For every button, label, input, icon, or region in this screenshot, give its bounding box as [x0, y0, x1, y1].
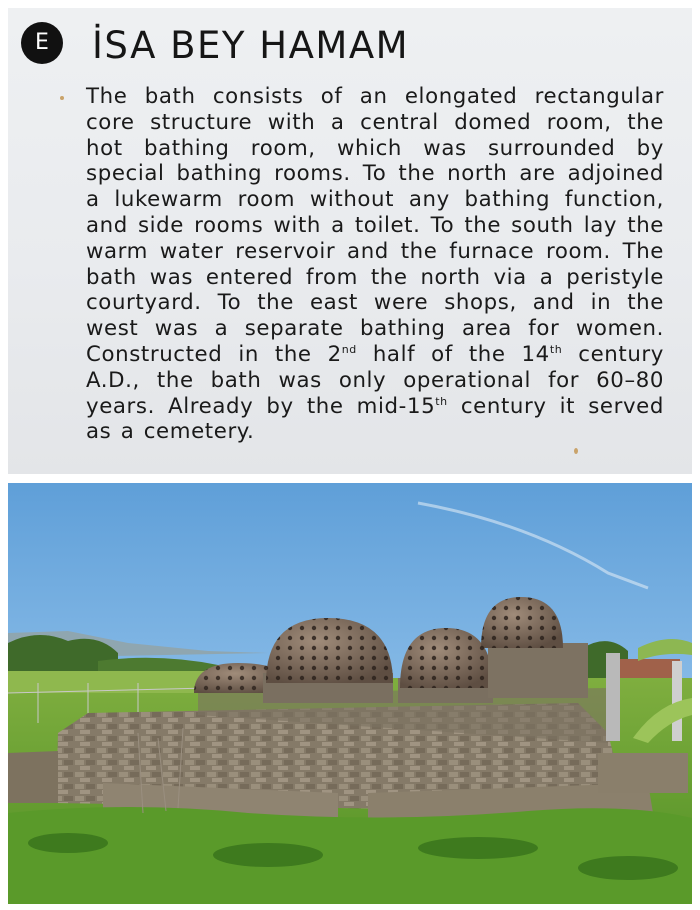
ordinal-th-2: th: [435, 394, 448, 408]
hamam-ruins-image: [8, 483, 692, 904]
info-sign: [8, 8, 692, 474]
sign-body-text: [86, 84, 664, 445]
sign-speck: [60, 96, 64, 100]
sign-speck: [574, 448, 578, 454]
ordinal-nd: nd: [341, 342, 357, 356]
body-text-part-4: century it served as a cemetery.: [86, 393, 664, 445]
hamam-photo: [8, 483, 692, 904]
body-text-part-1: The bath consists of an elongated rectangular core structure with a central domed room, the hot bathing room, which was surrounded by special bathing rooms. To the north are adjoined a lukewarm room without any bathing function, and side rooms with a toilet. To the south lay the warm water reservoir and the furnace room. The bath was entered from the north via a peristyle courtyard. To the east were shops, and in the west was a separate bathing area for women. Constructed in the 2: [86, 84, 664, 367]
sign-title: İSA BEY HAMAM: [92, 24, 410, 67]
ordinal-th-1: th: [549, 342, 563, 356]
section-badge: E: [21, 22, 63, 64]
body-text-part-3: century A.D., the bath was only operational for 60–80 years. Already by the mid-15: [86, 341, 664, 419]
body-text-part-2: half of the 14: [356, 341, 550, 367]
